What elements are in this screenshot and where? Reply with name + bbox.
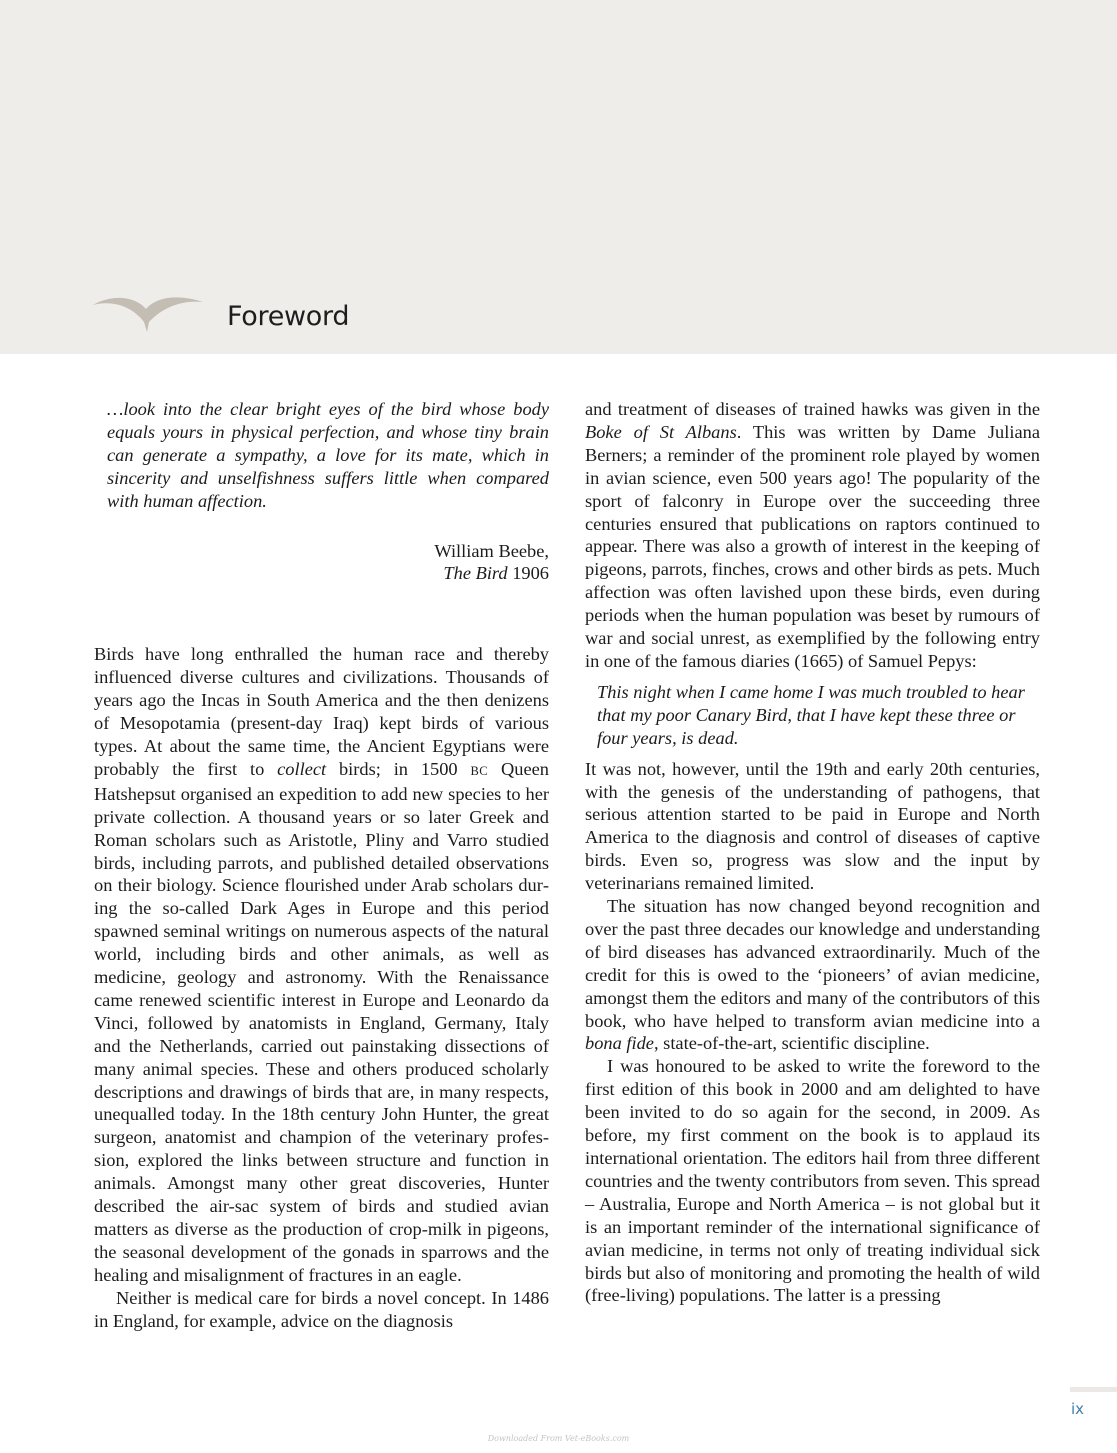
body-paragraph-19th-century: It was not, however, until the 19th and early 20th centuries, with the genesis of the understanding of pathogens, that serious attention started to be paid in Europe and North America to the diagnosis and control of diseases of captive birds. Even so, progress was slow and the input by veterinarians remained limited. — [585, 758, 1040, 894]
bird-silhouette-icon — [92, 294, 204, 334]
epigraph-source-title: The Bird — [443, 563, 508, 584]
left-column — [94, 398, 549, 1333]
body-paragraph-medical-care: Neither is medical care for birds a novel concept. In 1486 in England, for example, advice on the diagnosis — [94, 1287, 549, 1331]
chapter-title: Foreword — [227, 301, 350, 332]
body-paragraph-situation: The situation has now changed beyond recognition and over the past three decades our knowledge and understanding of bird diseases has advanced extraordinarily. Much of the credit for this is owed to the ‘pioneers’ of avian medicine, amongst them the editors and many of the contributors of this book, who have helped to transform avian medicine into a bona fide, state-of-the-art, scientific discipline. — [585, 896, 1040, 1054]
epigraph-attribution — [94, 540, 549, 586]
pepys-quote: This night when I came home I was much troubled to hear that my poor Canary Bird, that I have kept these three or four years, is dead. — [597, 681, 1025, 748]
epigraph-author: William Beebe, — [434, 540, 549, 561]
body-paragraph-history: Birds have long enthralled the human race and thereby influenced diverse cultures and civilizations. Thousands of years ago the Incas in South America and the then denizens of Mesopotamia (present-day Iraq) kept birds of various types. At about the same time, the Ancient Egyptians were probably the first to collect birds; in 1500 BC Queen Hatshepsut organised an expedition to add new species to her private collection. A thousand years or so later Greek and Roman scholars such as Aristotle, Pliny and Varro studied birds, including parrots, and published detailed observations on their biology. Science flourished under Arab scholars during the so-called Dark Ages in Europe and this period spawned seminal writings on numerous aspects of the natural world, including birds and other animals, as well as medicine, geology and astronomy. With the Renaissance came renewed scientific interest in Europe and Leonardo da Vinci, followed by anatomists in England, Germany, Italy and the Netherlands, carried out painstaking dissections of many animal species. These and others produced scholarly descriptions and drawings of birds that are, in many respects, unequalled today. In the 18th century John Hunter, the great surgeon, anatomist and champion of the veterinary profession, explored the links between structure and function in animals. Amongst many other great discoveries, Hunter described the air-sac system of birds and studied avian matters as diverse as the production of crop-milk in pigeons, the seasonal development of the gonads in sparrows and the healing and misalignment of fractures in an eagle. — [94, 644, 549, 1285]
page-tab — [1070, 1387, 1117, 1392]
watermark: Downloaded From Vet-eBooks.com — [487, 1434, 630, 1443]
body-paragraph-falconry: and treatment of diseases of trained hawks was given in the Boke of St Albans. This was written by Dame Juliana Berners; a reminder of the prominent role played by women in avian science, even 500 years ago! The popularity of the sport of falconry in Europe over the succeeding three centuries ensured that publications on raptors continued to appear. There was also a growth of interest in the keeping of pigeons, parrots, finches, crows and other birds as pets. Much affection was often lavished upon these birds, even during periods when the human population was beset by rumours of war and social unrest, as exemplified by the following entry in one of the famous diaries (1665) of Samuel Pepys: — [585, 399, 1040, 671]
epigraph-source-year: 1906 — [507, 563, 549, 584]
right-column — [585, 398, 1040, 1307]
header-band — [0, 0, 1117, 354]
epigraph-quote: …look into the clear bright eyes of the bird whose body equals yours in physical perfection, and whose tiny brain can generate a sympathy, a love for its mate, which in sincerity and unselfishness suffers little when compared with human affection. — [107, 399, 549, 511]
page-number: ix — [1071, 1400, 1085, 1418]
body-paragraph-honoured: I was honoured to be asked to write the foreword to the first edition of this book in 2000 and am delighted to have been invited to do so again for the second, in 2009. As before, my first comment on the book is to applaud its international orientation. The editors hail from three different countries and the twenty contributors from seven. This spread – Australia, Europe and North America – is not global but it is an important reminder of the international significance of avian medicine, in terms not only of treating individual sick birds but also of monitoring and promoting the health of wild (free-living) populations. The latter is a pressing — [585, 1056, 1040, 1306]
